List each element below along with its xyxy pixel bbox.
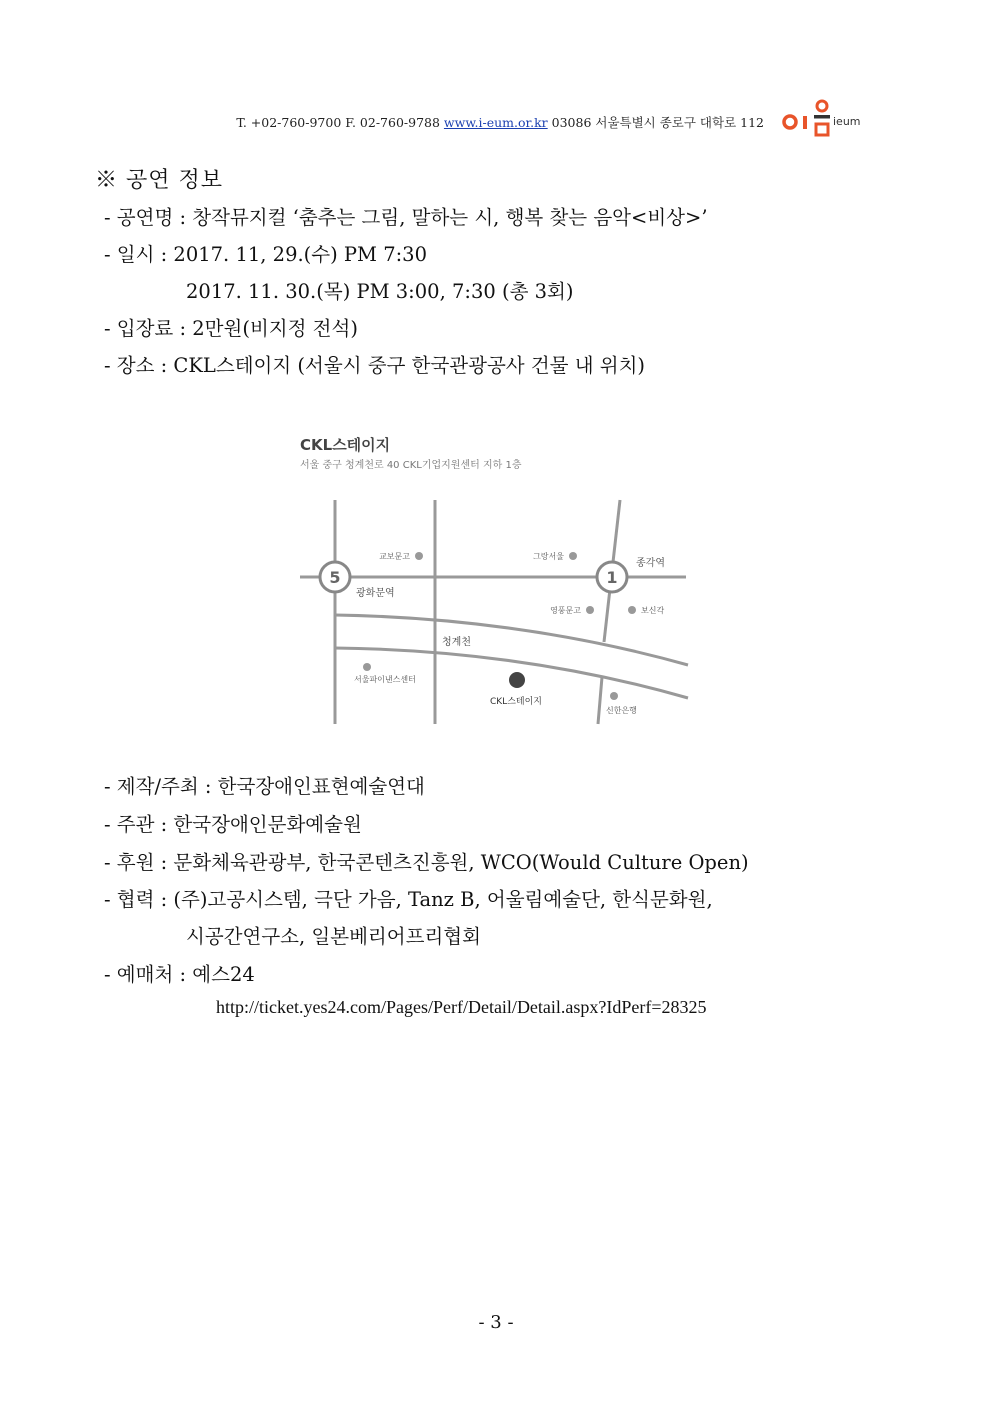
- logo-word: ieum: [833, 115, 861, 128]
- cheonggyecheon-label: 청계천: [442, 637, 471, 648]
- address: 03086 서울특별시 종로구 대학로 112: [547, 115, 764, 130]
- cheonggyecheon-road-lower: [335, 648, 688, 698]
- map-title: CKL스테이지: [300, 436, 391, 454]
- street-vertical-4: [598, 677, 602, 724]
- ckl-stage-marker: [509, 672, 525, 688]
- bosingak-marker: [628, 606, 636, 614]
- jonggak-label: 종각역: [636, 558, 665, 569]
- ticket-vendor: - 예매처 : 예스24: [104, 963, 255, 986]
- cooperation-2: 시공간연구소, 일본베리어프리협회: [186, 925, 481, 948]
- cheonggyecheon-road-upper: [335, 615, 688, 665]
- website-link[interactable]: www.i-eum.or.kr: [443, 115, 548, 130]
- contact-info: T. +02-760-9700 F. 02-760-9788: [236, 115, 444, 130]
- line5-label: 5: [329, 568, 341, 587]
- performance-name: - 공연명 : 창작뮤지컬 ‘춤추는 그림, 말하는 시, 행복 찾는 음악<비상>’: [104, 206, 708, 229]
- section-title: ※ 공연 정보: [95, 168, 223, 193]
- shinhan-marker: [610, 692, 618, 700]
- shinhan-label: 신한은행: [606, 706, 637, 715]
- youngpoong-label: 영풍문고: [550, 606, 581, 615]
- bosingak-label: 보신각: [641, 606, 665, 615]
- map-subtitle: 서울 중구 청계천로 40 CKL기업지원센터 지하 1층: [300, 460, 522, 471]
- page-number: - 3 -: [478, 1312, 514, 1333]
- youngpoong-marker: [586, 606, 594, 614]
- venue-map: [290, 422, 710, 742]
- venue: - 장소 : CKL스테이지 (서울시 중구 한국관광공사 건물 내 위치): [104, 354, 646, 377]
- kyobo-label: 교보문고: [379, 552, 410, 561]
- line1-label: 1: [606, 568, 618, 587]
- performance-date-1: - 일시 : 2017. 11, 29.(수) PM 7:30: [104, 243, 427, 266]
- gwanghwamun-label: 광화문역: [356, 588, 395, 599]
- seoulfinance-label: 서울파이낸스센터: [354, 675, 416, 684]
- seoulfinance-marker: [363, 663, 371, 671]
- header-contact: [236, 113, 764, 131]
- ticket-url[interactable]: http://ticket.yes24.com/Pages/Perf/Detail/Detail.aspx?IdPerf=28325: [216, 997, 707, 1017]
- production: - 제작/주최 : 한국장애인표현예술연대: [104, 775, 425, 798]
- grangseoul-marker: [569, 552, 577, 560]
- admission-fee: - 입장료 : 2만원(비지정 전석): [104, 317, 358, 340]
- performance-date-2: 2017. 11. 30.(목) PM 3:00, 7:30 (총 3회): [186, 280, 574, 303]
- cooperation-1: - 협력 : (주)고공시스템, 극단 가음, Tanz B, 어울림예술단, 한식문화원,: [104, 888, 713, 911]
- ckl-stage-label: CKL스테이지: [490, 697, 542, 707]
- organizer: - 주관 : 한국장애인문화예술원: [104, 813, 362, 836]
- kyobo-marker: [415, 552, 423, 560]
- grangseoul-label: 그랑서울: [533, 552, 564, 561]
- sponsor: - 후원 : 문화체육관광부, 한국콘텐츠진흥원, WCO(Would Culture Open): [104, 851, 749, 874]
